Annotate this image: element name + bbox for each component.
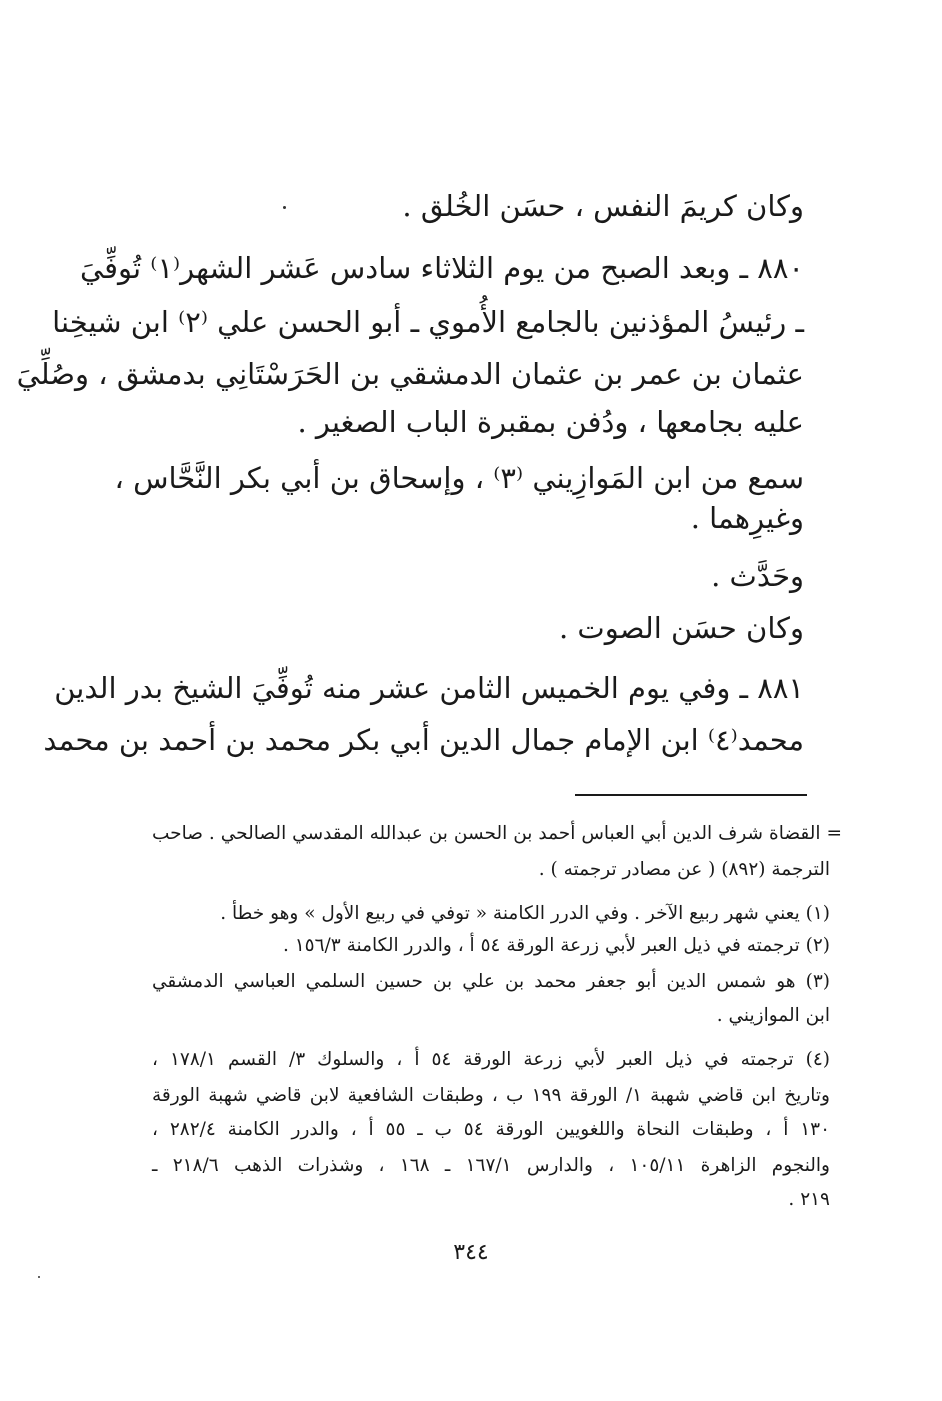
- footnote-4-line-2: وتاريخ ابن قاضي شهبة ١/ الورقة ١٩٩ ب ، وطبقات الشافعية لابن قاضي شهبة الورقة: [152, 1085, 830, 1106]
- body-line-9: وكان حسَن الصوت .: [558, 611, 804, 645]
- scan-speck: [283, 206, 286, 209]
- body-line-5: عليه بجامعها ، ودُفن بمقبرة الباب الصغير .: [297, 405, 804, 439]
- footnote-3-line-1: (٣) هو شمس الدين أبو جعفر محمد بن علي بن حسين السلمي العباسي الدمشقي: [152, 971, 830, 992]
- footnote-separator: [575, 794, 807, 796]
- body-line-11: محمد⁽٤⁾ ابن الإمام جمال الدين أبي بكر محمد بن أحمد بن محمد: [43, 723, 804, 757]
- footnote-1: (١) يعني شهر ربيع الآخر . وفي الدرر الكامنة « توفي في ربيع الأول » وهو خطأ .: [220, 903, 830, 924]
- footnote-3-line-2: ابن الموازيني .: [716, 1005, 830, 1026]
- entry-880-line-1: ٨٨٠ ـ وبعد الصبح من يوم الثلاثاء سادس عَشر الشهر⁽١⁾ تُوفِّيَ: [80, 251, 804, 285]
- body-line-8: وحَدَّث .: [711, 559, 804, 593]
- footnote-2: (٢) ترجمته في ذيل العبر لأبي زرعة الورقة ٥٤ أ ، والدرر الكامنة ١٥٦/٣ .: [282, 935, 830, 956]
- body-line-3: ـ رئيسُ المؤذنين بالجامع الأُموي ـ أبو الحسن علي ⁽٢⁾ ابن شيخِنا: [52, 305, 804, 339]
- footnote-continued-line-1: = القضاة شرف الدين أبي العباس أحمد بن الحسن بن عبدالله المقدسي الصالحي . صاحب: [152, 823, 842, 844]
- footnote-4-line-1: (٤) ترجمته في ذيل العبر لأبي زرعة الورقة ٥٤ أ ، والسلوك ٣/ القسم ١٧٨/١ ،: [152, 1049, 830, 1070]
- body-line-7: وغيرِهما .: [690, 501, 804, 535]
- body-line-4: عثمان بن عمر بن عثمان الدمشقي بن الحَرَسْتَانِي بدمشق ، وصُلِّيَ: [16, 357, 804, 391]
- footnote-4-line-4: والنجوم الزاهرة ١٠٥/١١ ، والدارس ١٦٧/١ ـ ١٦٨ ، وشذرات الذهب ٢١٨/٦ ـ: [152, 1155, 830, 1176]
- scan-speck: [38, 1276, 40, 1278]
- body-line-1: وكان كريمَ النفس ، حسَن الخُلق .: [402, 189, 804, 223]
- entry-881-line-1: ٨٨١ ـ وفي يوم الخميس الثامن عشر منه تُوفِّيَ الشيخ بدر الدين: [54, 671, 804, 705]
- footnote-4-line-5: ٢١٩ .: [788, 1189, 830, 1210]
- footnote-4-line-3: ١٣٠ أ ، وطبقات النحاة واللغويين الورقة ٥٤ ب ـ ٥٥ أ ، والدرر الكامنة ٢٨٢/٤ ،: [152, 1119, 831, 1140]
- body-line-6: سمع من ابن المَوازِيني ⁽٣⁾ ، وإسحاق بن أبي بكر النَّحَّاس ،: [114, 461, 804, 495]
- footnote-continued-line-2: الترجمة (٨٩٢) ( عن مصادر ترجمته ) .: [538, 859, 830, 880]
- page-number: ٣٤٤: [453, 1240, 489, 1265]
